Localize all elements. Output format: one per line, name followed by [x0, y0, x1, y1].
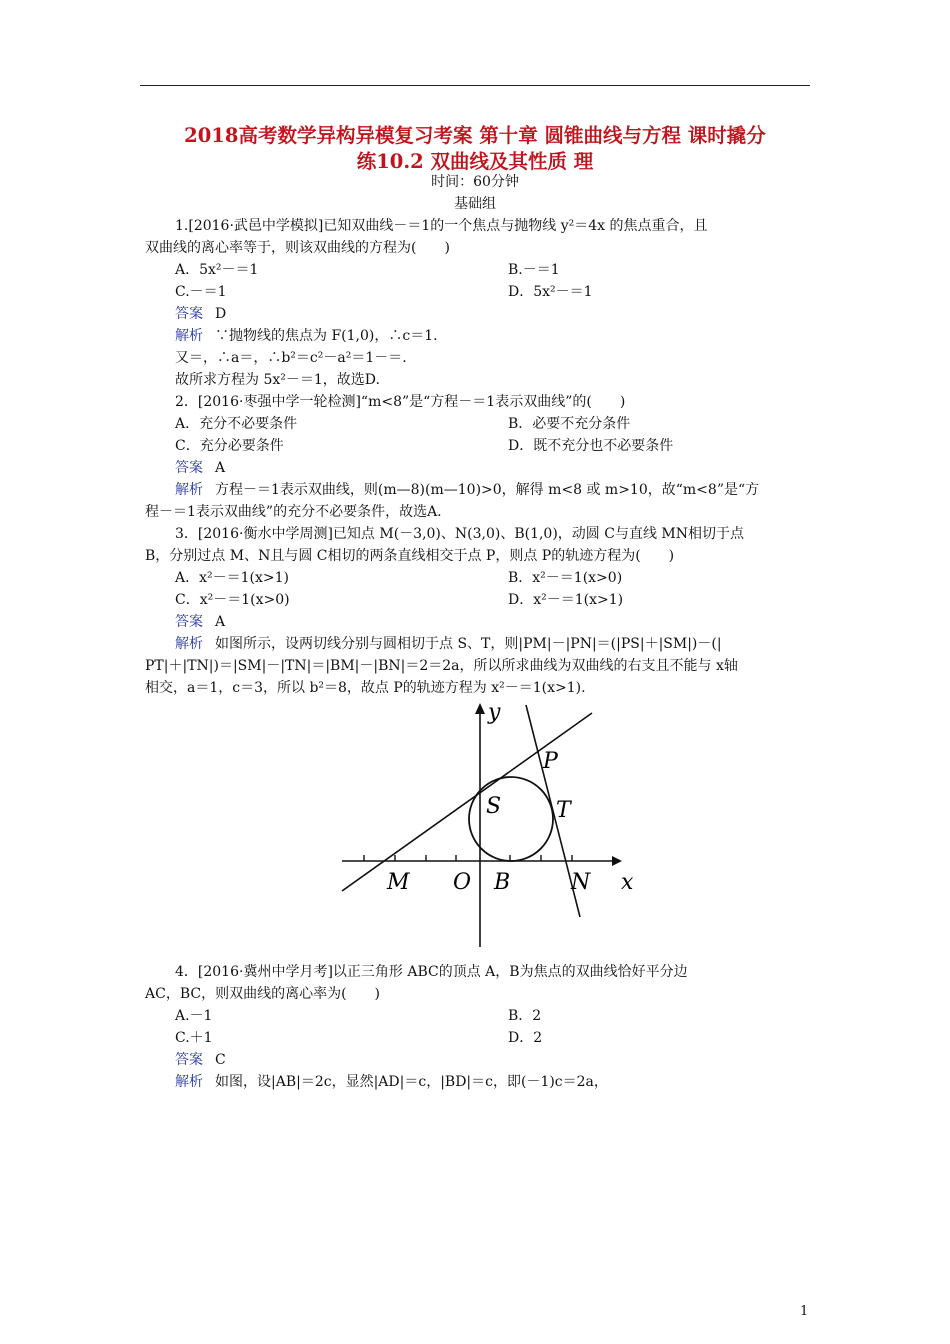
answer-label: 答案	[175, 614, 203, 630]
title-line-1: 2018高考数学异构异模复习考案 第十章 圆锥曲线与方程 课时撬分	[184, 124, 766, 147]
q4-answer: C	[215, 1052, 226, 1068]
q4-option-b: B．2	[508, 1008, 542, 1024]
q4-stem-line1: 4．[2016·冀州中学月考]以正三角形 ABC的顶点 A，B为焦点的双曲线恰好平分边	[175, 964, 688, 980]
analysis-label: 解析	[175, 328, 203, 344]
label-s: S	[486, 794, 502, 819]
answer-label: 答案	[175, 460, 203, 476]
q3-analysis-line3: 相交，a＝1，c＝3，所以 b²＝8，故点 P的轨迹方程为 x²－＝1(x>1).	[145, 680, 586, 696]
q3-analysis-line2: PT|＋|TN|)＝|SM|－|TN|＝|BM|－|BN|＝2＝2a，所以所求曲线为双曲线的右支且不能与 x轴	[145, 658, 738, 674]
q3-option-c: C．x²－＝1(x>0)	[175, 592, 290, 608]
q3-analysis-line1	[175, 634, 845, 654]
q1-option-b: B.－＝1	[508, 262, 560, 278]
figure-svg	[330, 695, 634, 951]
q3-stem-line2: B，分别过点 M、N且与圆 C相切的两条直线相交于点 P，则点 P的轨迹方程为( )	[145, 548, 675, 564]
q2-analysis-line1	[175, 480, 845, 500]
title-line-2: 练10.2 双曲线及其性质 理	[356, 150, 594, 173]
q1-analysis-line3: 故所求方程为 5x²－＝1，故选D.	[175, 372, 380, 388]
circle-c	[469, 777, 553, 861]
q2-analysis-text1: 方程－＝1表示双曲线，则(m—8)(m—10)>0，解得 m<8 或 m>10，故“m<8”是“方	[215, 482, 760, 498]
q3-answer: A	[215, 614, 226, 630]
q3-option-a: A．x²－＝1(x>1)	[175, 570, 289, 586]
q2-option-d: D．既不充分也不必要条件	[508, 438, 674, 454]
label-p: P	[543, 749, 558, 774]
analysis-label: 解析	[175, 482, 203, 498]
q3-option-d: D．x²－＝1(x>1)	[508, 592, 624, 608]
q1-analysis-text1: ∵抛物线的焦点为 F(1,0)，∴c＝1.	[215, 328, 438, 344]
answer-label: 答案	[175, 1052, 203, 1068]
page-title	[135, 123, 815, 175]
q2-option-c: C．充分必要条件	[175, 438, 284, 454]
q1-option-c: C.－＝1	[175, 284, 227, 300]
label-o: O	[453, 870, 472, 895]
q2-answer-row	[175, 458, 845, 478]
tangent-circle-figure	[330, 695, 634, 951]
q1-analysis-line1	[175, 326, 845, 346]
x-axis-arrow	[612, 856, 622, 866]
axis-ticks	[364, 855, 572, 861]
label-n: N	[571, 870, 591, 895]
q4-option-a: A.－1	[175, 1008, 213, 1024]
label-b: B	[494, 870, 511, 895]
header-rule	[140, 85, 810, 86]
label-x: x	[621, 870, 634, 895]
analysis-label: 解析	[175, 636, 203, 652]
tangent-line-m	[342, 713, 592, 891]
q2-stem-line1: 2．[2016·枣强中学一轮检测]“m<8”是“方程－＝1表示双曲线”的( )	[175, 394, 626, 410]
q4-analysis-text1: 如图，设|AB|＝2c，显然|AD|＝c，|BD|＝c，即(－1)c＝2a，	[215, 1074, 608, 1090]
q3-analysis-text1: 如图所示，设两切线分别与圆相切于点 S、T，则|PM|－|PN|＝(|PS|＋|SM|)－(|	[215, 636, 722, 652]
q2-option-a: A．充分不必要条件	[175, 416, 298, 432]
q2-option-b: B．必要不充分条件	[508, 416, 631, 432]
q3-option-b: B．x²－＝1(x>0)	[508, 570, 623, 586]
q1-stem-line2: 双曲线的离心率等于，则该双曲线的方程为( )	[145, 240, 450, 256]
q1-answer-row	[175, 304, 845, 324]
y-axis-arrow	[475, 703, 485, 714]
q4-option-d: D．2	[508, 1030, 543, 1046]
q4-option-c: C.＋1	[175, 1030, 213, 1046]
q4-analysis-line1	[175, 1072, 845, 1092]
answer-label: 答案	[175, 306, 203, 322]
analysis-label: 解析	[175, 1074, 203, 1090]
q2-answer: A	[215, 460, 226, 476]
q4-answer-row	[175, 1050, 845, 1070]
label-t: T	[556, 798, 571, 823]
q1-answer: D	[215, 306, 227, 322]
q1-stem-line1: 1.[2016·武邑中学模拟]已知双曲线－＝1的一个焦点与抛物线 y²＝4x 的焦点重合，且	[175, 218, 708, 234]
q2-analysis-line2: 程－＝1表示双曲线”的充分不必要条件，故选A.	[145, 504, 442, 520]
q1-option-d: D．5x²－＝1	[508, 284, 593, 300]
q1-option-a: A．5x²－＝1	[175, 262, 259, 278]
q3-answer-row	[175, 612, 845, 632]
time-limit: 时间：60分钟	[431, 174, 519, 190]
q1-analysis-line2: 又＝，∴a＝，∴b²＝c²－a²＝1－＝.	[175, 350, 407, 366]
page-number: 1	[800, 1304, 809, 1319]
q4-stem-line2: AC，BC，则双曲线的离心率为( )	[145, 986, 381, 1002]
q3-stem-line1: 3．[2016·衡水中学周测]已知点 M(－3,0)、N(3,0)、B(1,0)，动圆 C与直线 MN相切于点	[175, 526, 744, 542]
label-y: y	[488, 700, 501, 725]
label-m: M	[387, 870, 410, 895]
group-heading: 基础组	[454, 196, 496, 212]
